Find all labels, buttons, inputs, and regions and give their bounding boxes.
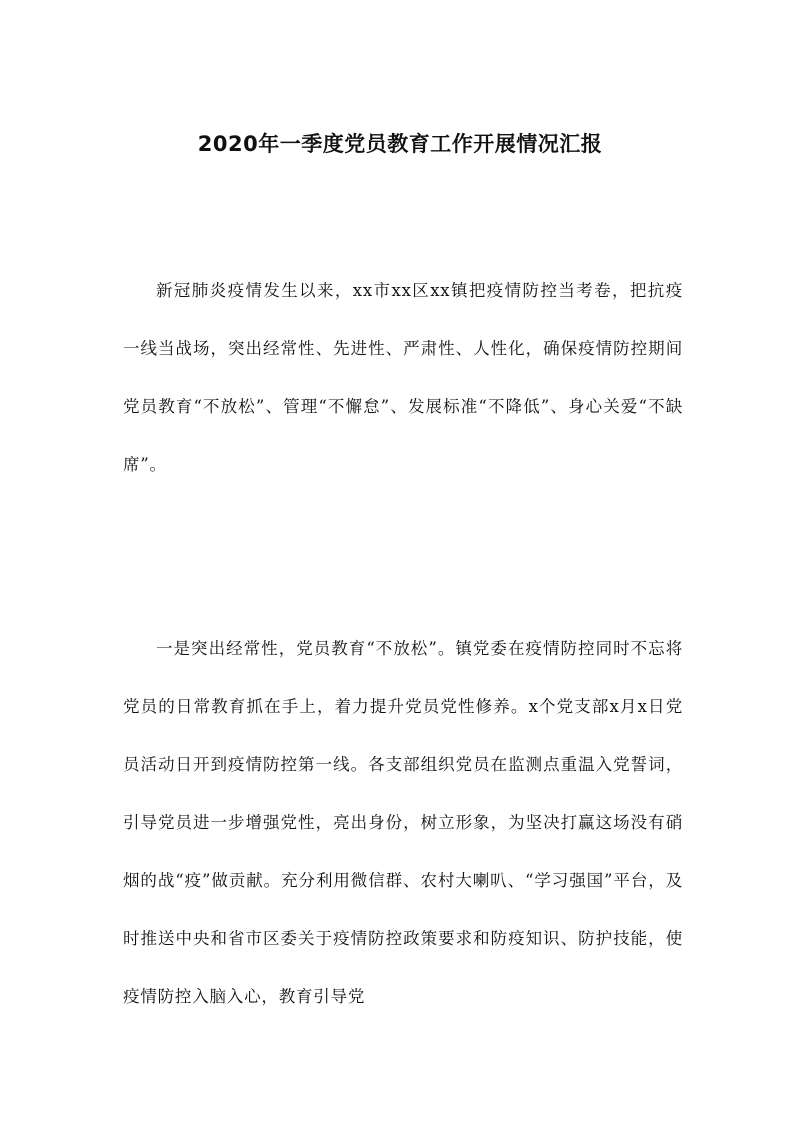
paragraph-intro: 新冠肺炎疫情发生以来，xx市xx区xx镇把疫情防控当考卷，把抗疫一线当战场，突出经常性、先进性、严肃性、人性化，确保疫情防控期间党员教育“不放松”、管理“不懈怠”、发展标准“不降低”、身心关爱“不缺席”。 bbox=[123, 281, 683, 474]
paragraph-section-one: 一是突出经常性，党员教育“不放松”。镇党委在疫情防控同时不忘将党员的日常教育抓在手上，着力提升党员党性修养。x个党支部x月x日党员活动日开到疫情防控第一线。各支部组织党员在监测点重温入党誓词，引导党员进一步增强党性，亮出身份，树立形象，为坚决打赢这场没有硝烟的战“疫”做贡献。充分利用微信群、农村大喇叭、“学习强国”平台，及时推送中央和省市区委关于疫情防控政策要求和防疫知识、防护技能，使疫情防控入脑入心，教育引导党 bbox=[123, 639, 683, 1006]
document-title: 2020年一季度党员教育工作开展情况汇报 bbox=[197, 132, 603, 157]
